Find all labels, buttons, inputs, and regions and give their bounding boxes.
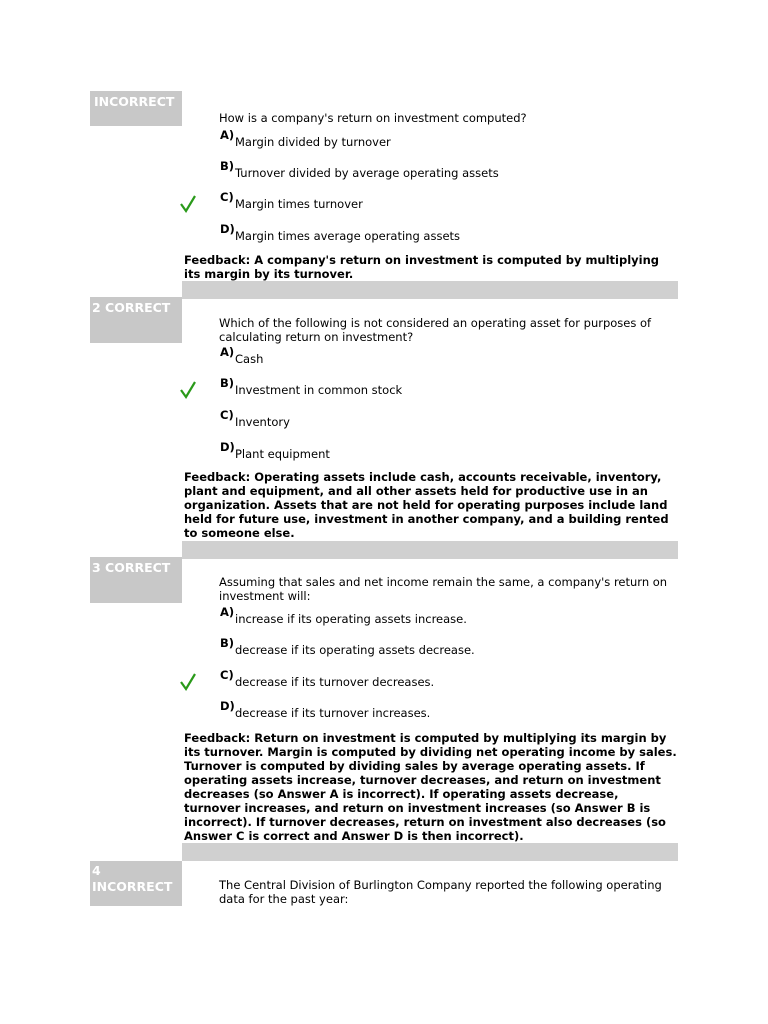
q3-option-d (220, 699, 660, 719)
option-letter: B) (220, 636, 235, 650)
option-letter: A) (220, 605, 235, 619)
q3-feedback: Feedback: Return on investment is computed by multiplying its margin by its turnover. Margin is computed by dividing net operating income by sales. Turnover is computed by dividing sales by average operating assets. If operating assets increase, turnover decreases, and return on investment decreases (so Answer A is incorrect). If operating assets decrease, turnover increases, and return on investment increases (so Answer B is incorrect). If turnover decreases, return on investment also decreases (so Answer C is correct and Answer D is then incorrect). (184, 731, 677, 843)
q3-option-b (220, 636, 660, 656)
separator-bar (182, 541, 678, 559)
q3-status-label: 3 CORRECT (90, 557, 182, 603)
q1-option-a (220, 128, 660, 148)
option-text: Turnover divided by average operating assets (235, 166, 499, 180)
option-text: increase if its operating assets increase. (235, 612, 467, 626)
option-letter: B) (220, 376, 235, 390)
option-letter: D) (220, 699, 235, 713)
q1-feedback: Feedback: A company's return on investment is computed by multiplying its margin by its turnover. (184, 253, 660, 281)
option-text: Plant equipment (235, 447, 330, 461)
option-letter: C) (220, 408, 234, 422)
q2-status-label: 2 CORRECT (90, 297, 182, 343)
option-text: Inventory (235, 415, 290, 429)
q1-option-d (220, 222, 660, 242)
separator-bar (182, 843, 678, 861)
q2-option-d (220, 440, 660, 460)
option-letter: C) (220, 668, 234, 682)
option-text: decrease if its operating assets decrease. (235, 643, 475, 657)
q3-option-c (220, 668, 660, 688)
option-text: Margin times turnover (235, 197, 363, 211)
option-text: Investment in common stock (235, 383, 403, 397)
q1-question-text: How is a company's return on investment computed? (219, 111, 527, 125)
q2-feedback: Feedback: Operating assets include cash, accounts receivable, inventory, plant and equipment, and all other assets held for productive use in an organization. Assets that are not held for operating purposes include land held for future use, investment in another company, and a building rented to someone else. (184, 470, 669, 540)
option-letter: A) (220, 345, 235, 359)
option-letter: D) (220, 222, 235, 236)
q2-option-a (220, 345, 660, 365)
option-letter: B) (220, 159, 235, 173)
option-letter: D) (220, 440, 235, 454)
option-text: decrease if its turnover decreases. (235, 675, 435, 689)
q2-option-b (220, 376, 660, 396)
separator-bar (182, 281, 678, 299)
checkmark-icon (180, 381, 196, 399)
q3-question-text: Assuming that sales and net income remain the same, a company's return on investment will: (219, 575, 668, 603)
option-letter: C) (220, 190, 234, 204)
q2-option-c (220, 408, 660, 428)
q2-question-text: Which of the following is not considered an operating asset for purposes of calculating return on investment? (219, 316, 652, 344)
option-text: Cash (235, 352, 264, 366)
q4-question-text: The Central Division of Burlington Company reported the following operating data for the past year: (219, 878, 662, 906)
option-text: Margin times average operating assets (235, 229, 461, 243)
q1-option-c (220, 190, 660, 210)
checkmark-icon (180, 195, 196, 213)
option-text: Margin divided by turnover (235, 135, 391, 149)
q1-status-label: INCORRECT (90, 91, 182, 126)
q4-status-label: 4 INCORRECT (90, 861, 182, 906)
q1-option-b (220, 159, 660, 179)
option-letter: A) (220, 128, 235, 142)
checkmark-icon (180, 673, 196, 691)
q3-option-a (220, 605, 660, 625)
option-text: decrease if its turnover increases. (235, 706, 431, 720)
